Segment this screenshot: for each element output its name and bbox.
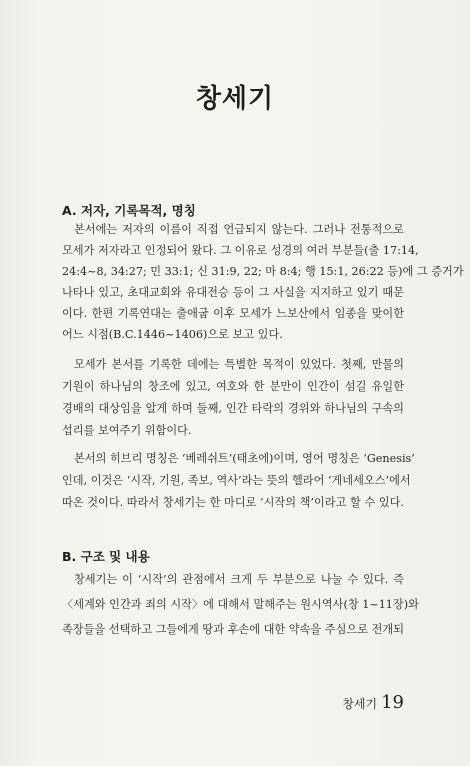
paragraph-line: 따온 것이다. 따라서 창세기는 한 마디로 ‘시작의 책’이라고 할 수 있다. <box>62 496 404 509</box>
paragraph-line: 경배의 대상임을 알게 하며 둘째, 인간 타락의 경위와 하나님의 구속의 <box>62 402 404 415</box>
page-footer <box>342 692 404 713</box>
section-heading-b: B. 구조 및 내용 <box>62 549 150 564</box>
paragraph-line: 족장들을 선택하고 그들에게 땅과 후손에 대한 약속을 주심으로 전개되 <box>62 623 404 636</box>
paragraph-line: 〈세계와 인간과 죄의 시작〉에 대해서 말해주는 원시역사(창 1~11장)와 <box>62 598 419 611</box>
page-title: 창세기 <box>195 84 275 114</box>
paragraph-line: 본서의 히브리 명칭은 ‘베레쉬트’(태초에)이며, 영어 명칭은 ‘Genesis’ <box>74 452 415 465</box>
paragraph-line: 이다. 한편 기록연대는 출애굽 이후 모세가 느보산에서 임종을 맞이한 <box>62 307 404 320</box>
paragraph-line: 24:4~8, 34:27; 민 33:1; 신 31:9, 22; 마 8:4; 행 15:1, 26:22 등)에 그 증거가 <box>62 265 464 278</box>
paragraph-line: 본서에는 저자의 이름이 직접 언급되지 않는다. 그러나 전통적으로 <box>74 223 404 236</box>
running-title: 창세기 <box>342 697 378 711</box>
paragraph-line: 어느 시점(B.C.1446~1406)으로 보고 있다. <box>62 328 283 341</box>
paragraph-line: 모세가 본서를 기록한 데에는 특별한 목적이 있었다. 첫째, 만물의 <box>74 358 404 371</box>
page-number: 19 <box>381 692 404 713</box>
paragraph-line: 나타나 있고, 초대교회와 유대전승 등이 그 사실을 지지하고 있기 때문 <box>62 286 404 299</box>
paragraph-line: 모세가 저자라고 인정되어 왔다. 그 이유로 성경의 여러 부분들(출 17:14, <box>62 244 419 257</box>
paragraph-line: 창세기는 이 ‘시작’의 관점에서 크게 두 부분으로 나눌 수 있다. 즉 <box>74 573 404 586</box>
paragraph-line: 기원이 하나님의 창조에 있고, 여호와 한 분만이 인간이 섬길 유일한 <box>62 380 404 393</box>
section-heading-a: A. 저자, 기록목적, 명칭 <box>62 203 196 218</box>
paragraph-line: 섭리를 보여주기 위함이다. <box>62 424 192 437</box>
paragraph-line: 인데, 이것은 ‘시작, 기원, 족보, 역사’라는 뜻의 헬라어 ‘게네세오스’에서 <box>62 474 411 487</box>
